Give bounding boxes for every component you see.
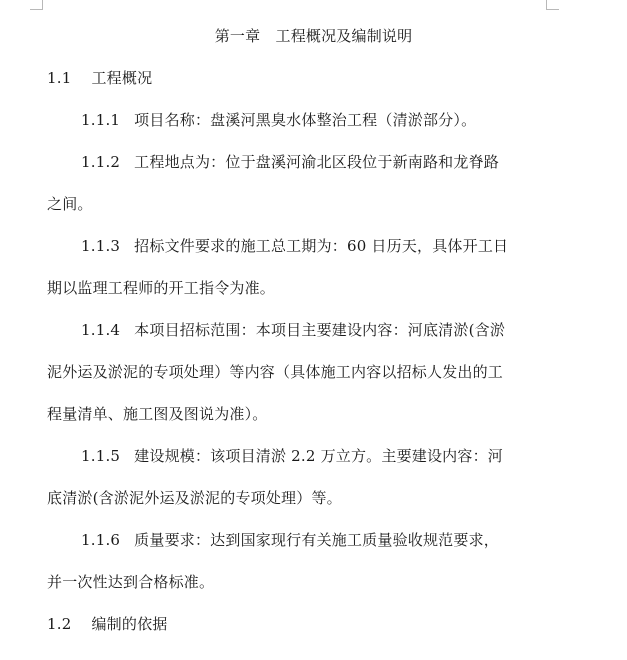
- paragraph-text: 招标文件要求的施工总工期为：60 日历天，具体开工日: [134, 237, 509, 255]
- section-heading-1-2: [47, 614, 607, 634]
- section-number: 1.1: [47, 69, 72, 87]
- item-number: 1.1.5: [81, 447, 121, 465]
- paragraph-1-1-1: [47, 110, 627, 130]
- section-number: 1.2: [47, 615, 72, 633]
- page-corner-mark-right: [546, 0, 559, 10]
- page-corner-mark-left: [30, 0, 43, 10]
- paragraph-1-1-3: [47, 236, 627, 256]
- paragraph-1-1-2-cont: 之间。: [47, 195, 93, 213]
- paragraph-1-1-6: [47, 530, 627, 550]
- paragraph-text: 本项目招标范围：本项目主要建设内容：河底清淤(含淤: [134, 321, 506, 339]
- paragraph-1-1-5-cont: 底清淤(含淤泥外运及淤泥的专项处理）等。: [47, 489, 342, 507]
- item-number: 1.1.1: [81, 111, 121, 129]
- chapter-title: 第一章 工程概况及编制说明: [214, 27, 413, 45]
- item-number: 1.1.3: [81, 237, 121, 255]
- paragraph-1-1-4-cont-1: 泥外运及淤泥的专项处理）等内容（具体施工内容以招标人发出的工: [47, 363, 504, 381]
- item-number: 1.1.2: [81, 153, 121, 171]
- section-title: 编制的依据: [91, 615, 168, 633]
- section-title: 工程概况: [91, 69, 153, 87]
- paragraph-1-1-5: [47, 446, 627, 466]
- item-number: 1.1.4: [81, 321, 121, 339]
- paragraph-text: 项目名称：盘溪河黑臭水体整治工程（清淤部分）。: [134, 111, 477, 129]
- section-heading-1-1: [47, 68, 607, 88]
- item-number: 1.1.6: [81, 531, 121, 549]
- paragraph-text: 工程地点为：位于盘溪河渝北区段位于新南路和龙脊路: [134, 153, 499, 171]
- paragraph-text: 质量要求：达到国家现行有关施工质量验收规范要求，: [134, 531, 499, 549]
- paragraph-1-1-6-cont: 并一次性达到合格标准。: [47, 573, 215, 591]
- paragraph-1-1-3-cont: 期以监理工程师的开工指令为准。: [47, 279, 276, 297]
- paragraph-1-1-4: [47, 320, 627, 340]
- paragraph-1-1-2: [47, 152, 546, 172]
- paragraph-1-1-4-cont-2: 程量清单、施工图及图说为准）。: [47, 405, 268, 423]
- paragraph-text: 建设规模：该项目清淤 2.2 万立方。主要建设内容：河: [134, 447, 503, 465]
